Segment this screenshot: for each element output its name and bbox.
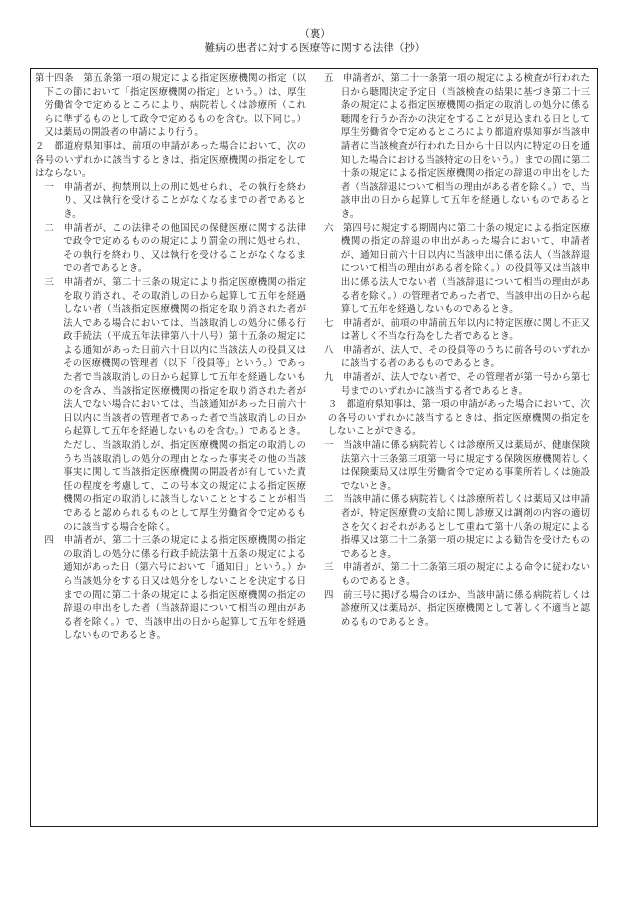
paragraph-3-item-4: 四 前三号に掲げる場合のほか、当該申請に係る病院若しくは診療所又は薬局が、指定医療機関として著しく不適当と認めるものであるとき。 (324, 589, 590, 628)
article-14-paragraph-1: 第十四条 第五条第一項の規定による指定医療機関の指定（以下この節において「指定医療機関の指定」という。）は、厚生労働省令で定めるところにより、病院若しくは診療所（これらに準ずるものとして政令で定めるものを含む。以下同じ。）又は薬局の開設者の申請により行う。 (35, 73, 306, 139)
paragraph-3-item-2: 二 当該申請に係る病院若しくは診療所若しくは薬局又は申請者が、特定医療費の支給に関し診療又は調剤の内容の適切さを欠くおそれがあるとして重ねて第十八条の規定による指導又は第二十二条第一項の規定による勧告を受けたものであるとき。 (324, 494, 590, 560)
item-3: 三 申請者が、第二十三条の規定により指定医療機関の指定を取り消され、その取消しの日から起算して五年を経過しない者（当該指定医療機関の指定を取り消された者が法人である場合においては、当該取消しの処分に係る行政手続法（平成五年法律第八十八号）第十五条の規定による通知があった日前六十日以内に当該法人の役員又はその医療機関の管理者（以下「役員等」という。）であった者で当該取消しの日から起算して五年を経過しないものを含み、当該指定医療機関の指定を取り消された者が法人でない場合においては、当該通知があった日前六十日以内に当該者の管理者であった者で当該取消しの日から起算して五年を経過しないものを含む。）であるとき。ただし、当該取消しが、指定医療機関の指定の取消しのうち当該取消しの処分の理由となった事実その他の当該事実に関して当該指定医療機関の開設者が有していた責任の程度を考慮して、この号本文の規定による指定医療機関の指定の取消しに該当しないこととすることが相当であると認められるものとして厚生労働省令で定めるものに該当する場合を除く。 (44, 276, 306, 533)
left-column (35, 72, 306, 643)
item-6: 六 第四号に規定する期間内に第二十条の規定による指定医療機関の指定の辞退の申出があった場合において、申請者が、通知日前六十日以内に当該申出に係る法人（当該辞退について相当の理由がある者を除く。）の役員等又は当該申出に係る法人でない者（当該辞退について相当の理由がある者を除く。）の管理者であった者で、当該申出の日から起算して五年を経過しないものであるとき。 (324, 222, 590, 316)
article-14-paragraph-3: ３ 都道府県知事は、第一項の申請があった場合において、次の各号のいずれかに該当するときは、指定医療機関の指定をしないことができる。 (327, 399, 590, 438)
item-4: 四 申請者が、第二十三条の規定による指定医療機関の指定の取消しの処分に係る行政手続法第十五条の規定による通知があった日（第六号において「通知日」という。）から当該処分をする日又は処分をしないことを決定する日までの間に第二十条の規定による指定医療機関の指定の辞退の申出をした者（当該辞退について相当の理由がある者を除く。）で、当該申出の日から起算して五年を経過しないものであるとき。 (44, 535, 306, 642)
item-1: 一 申請者が、拘禁刑以上の刑に処せられ、その執行を終わり、又は執行を受けることがなくなるまでの者であるとき。 (44, 181, 306, 220)
item-7: 七 申請者が、前項の申請前五年以内に特定医療に関し不正又は著しく不当な行為をした者であるとき。 (324, 317, 590, 343)
item-2: 二 申請者が、この法律その他国民の保健医療に関する法律で政令で定めるものの規定により罰金の刑に処せられ、その執行を終わり、又は執行を受けることがなくなるまでの者であるとき。 (44, 222, 306, 275)
page-side-label: （裏） (299, 28, 331, 40)
item-8: 八 申請者が、法人で、その役員等のうちに前各号のいずれかに該当する者のあるものであるとき。 (324, 344, 590, 370)
paragraph-3-item-3: 三 申請者が、第二十二条第三項の規定による命令に従わないものであるとき。 (324, 562, 590, 587)
item-5: 五 申請者が、第二十一条第一項の規定による検査が行われた日から聴聞決定予定日（当該検査の結果に基づき第二十三条の規定による指定医療機関の指定の取消しの処分に係る聴聞を行うか否かの決定をすることが見込まれる日として厚生労働省令で定めるところにより都道府県知事が当該申請者に当該検査が行われた日から十日以内に特定の日を通知した場合における当該特定の日をいう。）までの間に第二十条の規定による指定医療機関の指定の辞退の申出をした者（当該辞退について相当の理由がある者を除く。）で、当該申出の日から起算して五年を経過しないものであるとき。 (324, 73, 590, 220)
item-9: 九 申請者が、法人でない者で、その管理者が第一号から第七号までのいずれかに該当する者であるとき。 (324, 372, 590, 397)
article-14-paragraph-2: ２ 都道府県知事は、前項の申請があった場合において、次の各号のいずれかに該当するときは、指定医療機関の指定をしてはならない。 (35, 140, 306, 180)
right-column (324, 72, 590, 629)
law-title: 難病の患者に対する医療等に関する法律（抄） (204, 42, 426, 54)
text-frame (30, 68, 598, 827)
paragraph-3-item-1: 一 当該申請に係る病院若しくは診療所又は薬局が、健康保険法第六十三条第三項第一号に規定する保険医療機関若しくは保険薬局又は厚生労働省令で定める事業所若しくは施設でないとき。 (324, 440, 590, 492)
